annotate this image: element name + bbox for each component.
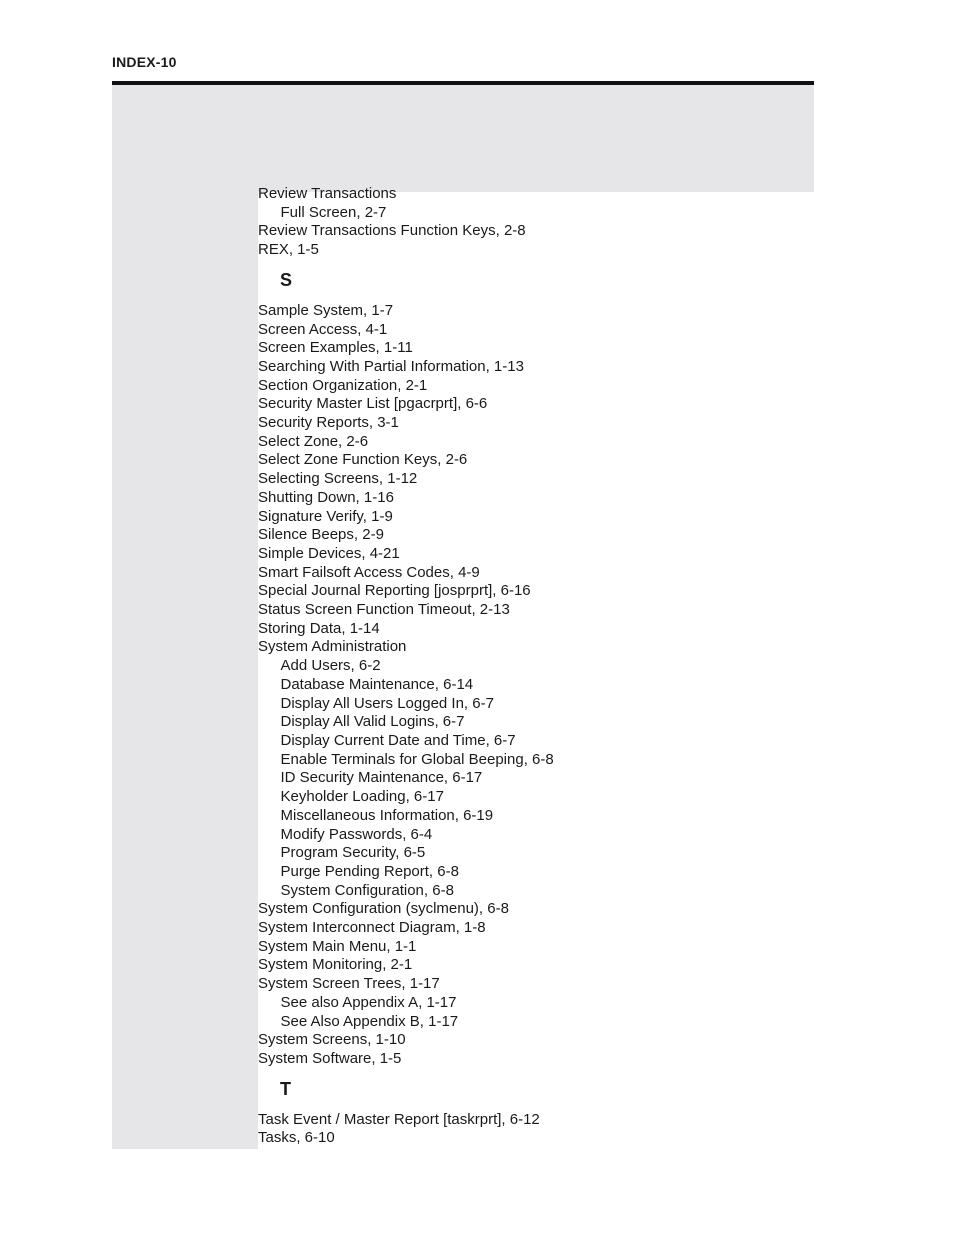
index-entry: REX, 1-5 bbox=[258, 241, 319, 259]
gray-band-left bbox=[112, 192, 258, 1149]
index-entry: Security Reports, 3-1 bbox=[258, 414, 399, 432]
index-entry: Task Event / Master Report [taskrprt], 6-12 bbox=[258, 1110, 540, 1128]
index-entry: Screen Access, 4-1 bbox=[258, 320, 388, 338]
index-entry: System Main Menu, 1-1 bbox=[258, 937, 417, 955]
index-entry: Shutting Down, 1-16 bbox=[258, 488, 394, 506]
index-entry: Storing Data, 1-14 bbox=[258, 619, 380, 637]
index-entry: System Administration bbox=[258, 638, 407, 656]
index-subentry: Purge Pending Report, 6-8 bbox=[280, 862, 459, 880]
index-subentry: See also Appendix A, 1-17 bbox=[280, 993, 457, 1011]
index-entry: System Software, 1-5 bbox=[258, 1049, 402, 1067]
index-subentry: ID Security Maintenance, 6-17 bbox=[280, 769, 483, 787]
index-list bbox=[258, 185, 798, 1148]
index-entry: Silence Beeps, 2-9 bbox=[258, 526, 384, 544]
index-subentry: Full Screen, 2-7 bbox=[280, 203, 387, 221]
index-subentry: Modify Passwords, 6-4 bbox=[280, 825, 433, 843]
index-entry: Searching With Partial Information, 1-13 bbox=[258, 357, 524, 375]
section-letter-heading: S bbox=[280, 269, 293, 290]
index-entry: Sample System, 1-7 bbox=[258, 301, 394, 319]
index-entry: System Screens, 1-10 bbox=[258, 1031, 406, 1049]
index-entry: Select Zone, 2-6 bbox=[258, 432, 369, 450]
index-subentry: Keyholder Loading, 6-17 bbox=[280, 788, 444, 806]
index-entry: Signature Verify, 1-9 bbox=[258, 507, 393, 525]
index-subentry: System Configuration, 6-8 bbox=[280, 881, 454, 899]
section-letter-heading: T bbox=[280, 1078, 291, 1099]
index-entry: Tasks, 6-10 bbox=[258, 1129, 335, 1147]
index-entry: Selecting Screens, 1-12 bbox=[258, 470, 418, 488]
index-subentry: Display All Users Logged In, 6-7 bbox=[280, 694, 494, 712]
index-entry: Select Zone Function Keys, 2-6 bbox=[258, 451, 468, 469]
index-entry: System Configuration (syclmenu), 6-8 bbox=[258, 900, 509, 918]
index-entry: Status Screen Function Timeout, 2-13 bbox=[258, 601, 510, 619]
index-entry: Security Master List [pgacrprt], 6-6 bbox=[258, 395, 488, 413]
index-entry: Smart Failsoft Access Codes, 4-9 bbox=[258, 563, 480, 581]
index-entry: Screen Examples, 1-11 bbox=[258, 339, 413, 357]
index-entry: Special Journal Reporting [josprprt], 6-16 bbox=[258, 582, 531, 600]
index-entry: System Screen Trees, 1-17 bbox=[258, 975, 440, 993]
index-subentry: Miscellaneous Information, 6-19 bbox=[280, 806, 494, 824]
index-subentry: See Also Appendix B, 1-17 bbox=[280, 1012, 459, 1030]
index-entry: Section Organization, 2-1 bbox=[258, 376, 428, 394]
index-entry: Simple Devices, 4-21 bbox=[258, 544, 400, 562]
index-subentry: Database Maintenance, 6-14 bbox=[280, 675, 474, 693]
index-subentry: Enable Terminals for Global Beeping, 6-8 bbox=[280, 750, 554, 768]
gray-band-top bbox=[112, 85, 814, 192]
index-entry: System Interconnect Diagram, 1-8 bbox=[258, 919, 486, 937]
index-subentry: Program Security, 6-5 bbox=[280, 844, 426, 862]
index-entry: System Monitoring, 2-1 bbox=[258, 956, 413, 974]
index-subentry: Display Current Date and Time, 6-7 bbox=[280, 731, 516, 749]
index-subentry: Display All Valid Logins, 6-7 bbox=[280, 713, 465, 731]
page-header-label: INDEX-10 bbox=[112, 54, 177, 70]
index-entry: Review Transactions bbox=[258, 185, 397, 202]
index-subentry: Add Users, 6-2 bbox=[280, 657, 381, 675]
index-entry: Review Transactions Function Keys, 2-8 bbox=[258, 222, 526, 240]
